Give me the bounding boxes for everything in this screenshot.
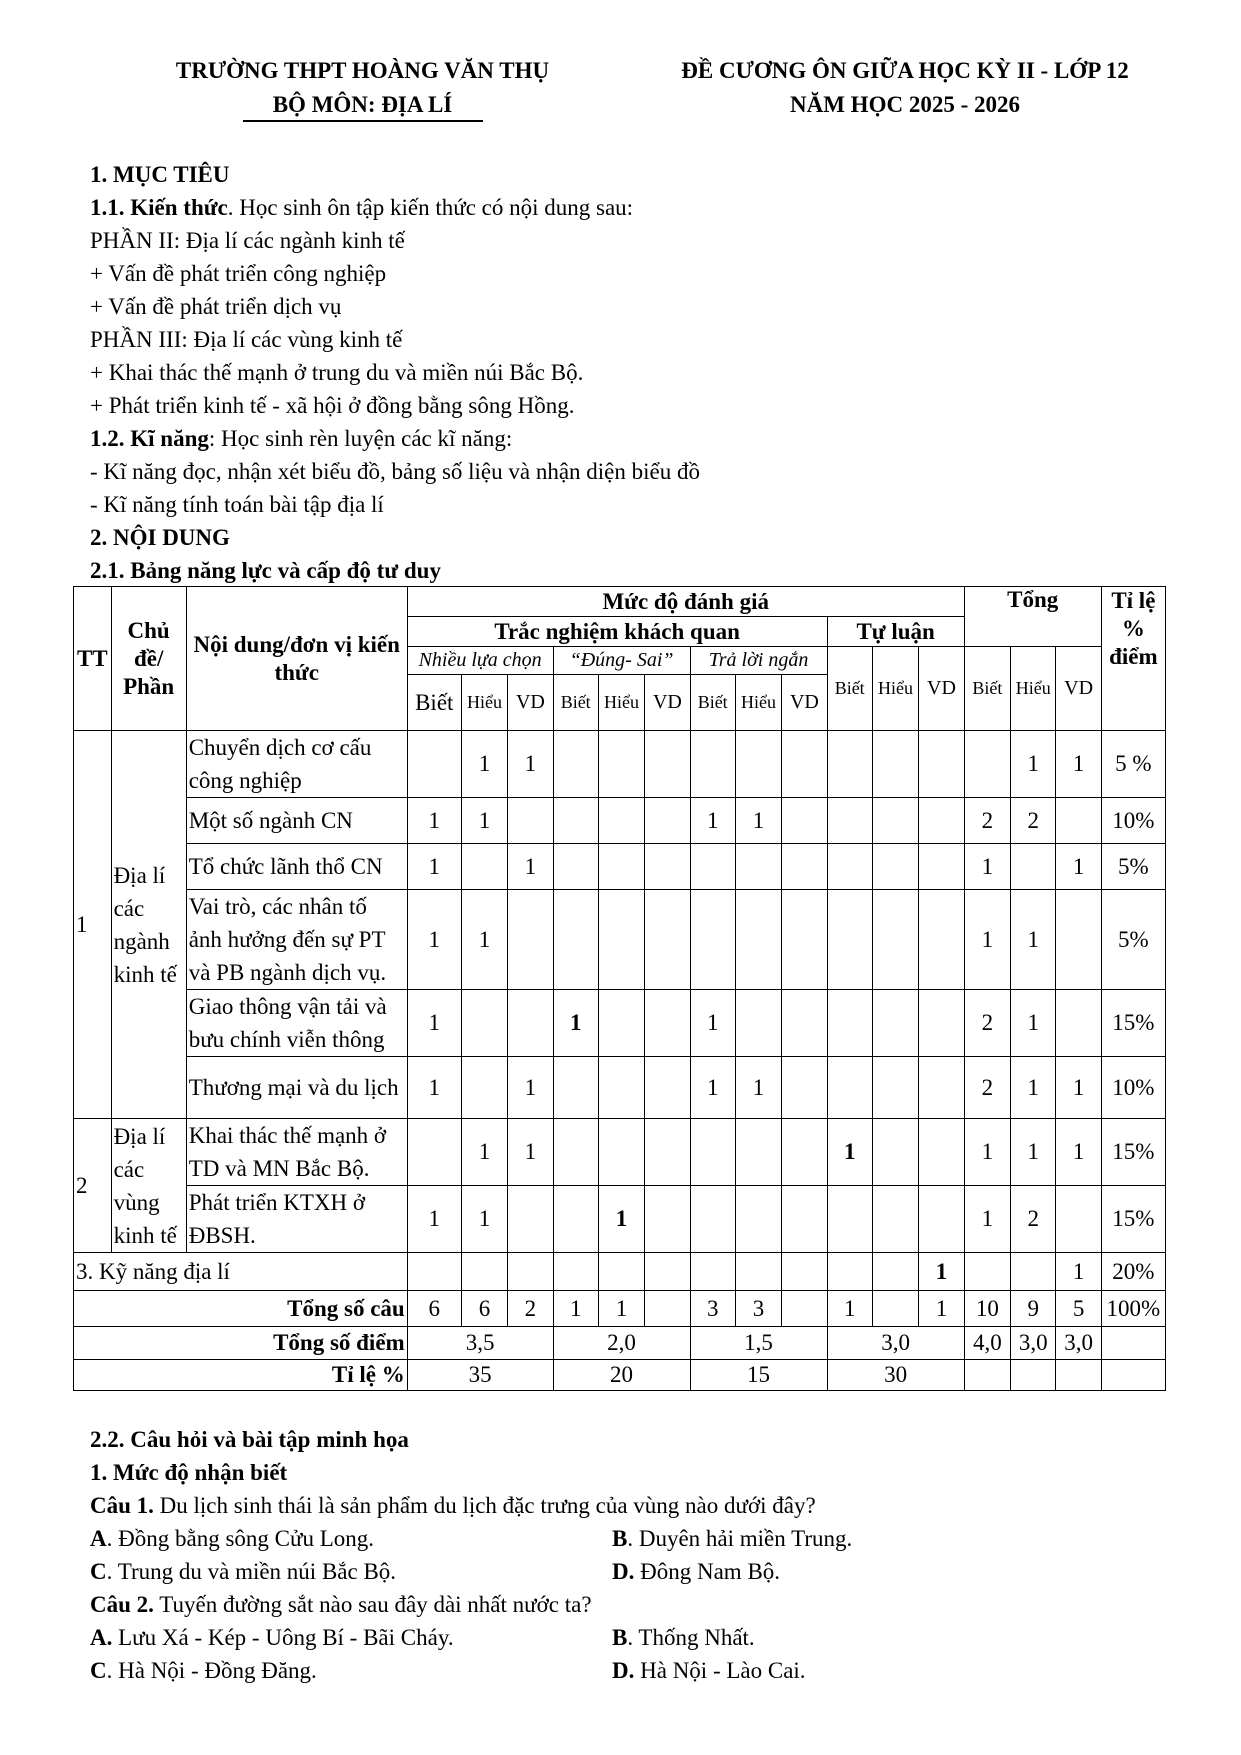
ratio-cell — [1101, 1360, 1165, 1391]
count-cell — [645, 1253, 690, 1291]
count-cell: 1 — [407, 1186, 461, 1253]
skill-item: - Kĩ năng tính toán bài tập địa lí — [90, 492, 384, 517]
col-header-content: Nội dung/đơn vị kiến thức — [186, 587, 407, 731]
count-cell: 1 — [407, 1057, 461, 1119]
col-header-essay: Tự luận — [827, 617, 964, 647]
count-cell: 2 — [964, 798, 1010, 844]
count-cell — [598, 731, 644, 798]
answer-text: . Hà Nội - Đồng Đăng. — [106, 1658, 317, 1683]
answer-text: Hà Nội - Lào Cai. — [634, 1658, 806, 1683]
lv-apply: VD — [645, 675, 690, 731]
content-line: + Vấn đề phát triển công nghiệp — [90, 261, 387, 286]
lv-understand: Hiểu — [735, 675, 781, 731]
count-cell: 1 — [1011, 1119, 1056, 1186]
count-cell: 1 — [964, 1119, 1010, 1186]
count-cell — [645, 844, 690, 890]
table-title: 2.1. Bảng năng lực và cấp độ tư duy — [90, 558, 441, 583]
count-cell — [919, 1057, 964, 1119]
count-cell: 1 — [964, 844, 1010, 890]
count-cell — [690, 1253, 735, 1291]
lv-apply: VD — [508, 675, 553, 731]
total-points-label: Tổng số điểm — [74, 1327, 408, 1360]
count-cell: 1 — [964, 1186, 1010, 1253]
count-cell — [872, 1253, 918, 1291]
count-cell: 1 — [598, 1291, 644, 1327]
count-cell — [872, 1057, 918, 1119]
count-cell — [827, 990, 872, 1057]
count-cell — [735, 890, 781, 990]
knowledge-label: 1.1. Kiến thức — [90, 195, 228, 220]
count-cell — [782, 798, 827, 844]
col-header-true-false: “Đúng- Sai” — [553, 647, 690, 675]
topic-name: Địa lí các ngành kinh tế — [111, 731, 186, 1119]
count-cell: 1 — [1056, 731, 1101, 798]
knowledge-text: . Học sinh ôn tập kiến thức có nội dung sau: — [227, 195, 634, 220]
lv-apply: VD — [1056, 647, 1101, 731]
count-cell — [645, 1119, 690, 1186]
count-cell — [919, 890, 964, 990]
content-line: PHẦN III: Địa lí các vùng kinh tế — [90, 327, 403, 352]
count-cell — [919, 798, 964, 844]
count-cell — [1056, 798, 1101, 844]
content-line: PHẦN II: Địa lí các ngành kinh tế — [90, 228, 405, 253]
count-cell — [598, 798, 644, 844]
count-cell — [508, 798, 553, 844]
content-cell: Giao thông vận tải và bưu chính viễn thông — [186, 990, 407, 1057]
skill-item: - Kĩ năng đọc, nhận xét biểu đồ, bảng số liệu và nhận diện biểu đồ — [90, 459, 700, 484]
count-cell: 2 — [964, 990, 1010, 1057]
percent-tf: 20 — [553, 1360, 690, 1391]
count-cell — [919, 1186, 964, 1253]
skills-row-label: 3. Kỹ năng địa lí — [74, 1253, 408, 1291]
ratio-cell: 5 % — [1101, 731, 1165, 798]
count-cell: 2 — [1011, 798, 1056, 844]
count-cell — [919, 844, 964, 890]
count-cell: 1 — [919, 1291, 964, 1327]
content-line: + Phát triển kinh tế - xã hội ở đồng bằng sông Hồng. — [90, 393, 575, 418]
answer-text: Lưu Xá - Kép - Uông Bí - Bãi Cháy. — [112, 1625, 454, 1650]
level-heading: 1. Mức độ nhận biết — [90, 1460, 288, 1485]
section2-heading: 2. NỘI DUNG — [90, 525, 230, 550]
col-header-total: Tổng — [964, 587, 1101, 647]
answer-text: . Duyên hải miền Trung. — [627, 1526, 853, 1551]
count-cell — [782, 890, 827, 990]
count-cell: 1 — [598, 1186, 644, 1253]
percent-total-understand — [1011, 1360, 1056, 1391]
answer-b — [612, 1522, 852, 1555]
count-cell — [782, 844, 827, 890]
department-underline — [243, 120, 483, 122]
count-cell: 1 — [461, 1186, 507, 1253]
count-cell — [508, 1186, 553, 1253]
points-total-understand: 3,0 — [1011, 1327, 1056, 1360]
content-cell: Chuyển dịch cơ cấu công nghiệp — [186, 731, 407, 798]
count-cell — [782, 1186, 827, 1253]
count-cell — [735, 1186, 781, 1253]
count-cell — [508, 990, 553, 1057]
count-cell — [872, 1186, 918, 1253]
col-header-topic: Chủ đề/ Phần — [111, 587, 186, 731]
count-cell — [461, 1057, 507, 1119]
table-row — [74, 890, 1166, 990]
count-cell — [1056, 990, 1101, 1057]
ratio-cell: 15% — [1101, 1186, 1165, 1253]
school-name: TRƯỜNG THPT HOÀNG VĂN THỤ — [175, 58, 550, 83]
count-cell — [598, 1253, 644, 1291]
count-cell — [645, 731, 690, 798]
count-cell — [827, 1253, 872, 1291]
knowledge-line — [90, 191, 1180, 224]
count-cell: 1 — [508, 1057, 553, 1119]
content-cell: Phát triển KTXH ở ĐBSH. — [186, 1186, 407, 1253]
count-cell: 1 — [690, 990, 735, 1057]
count-cell — [872, 1291, 918, 1327]
table-row — [74, 731, 1166, 798]
count-cell — [407, 731, 461, 798]
count-cell — [1056, 1186, 1101, 1253]
count-cell — [872, 731, 918, 798]
answer-a — [90, 1621, 454, 1654]
answer-c — [90, 1654, 317, 1687]
count-cell — [690, 1186, 735, 1253]
objectives-section — [90, 158, 1180, 587]
table-row-total-questions — [74, 1291, 1166, 1327]
count-cell — [782, 731, 827, 798]
section1-heading: 1. MỤC TIÊU — [90, 162, 230, 187]
count-cell — [782, 1291, 827, 1327]
table-row-percent — [74, 1360, 1166, 1391]
count-cell — [872, 1119, 918, 1186]
answer-c — [90, 1555, 396, 1588]
count-cell — [645, 990, 690, 1057]
count-cell — [735, 1253, 781, 1291]
answer-label: B — [612, 1526, 628, 1551]
answer-label: A — [90, 1526, 107, 1551]
department-label: BỘ MÔN: ĐỊA LÍ — [272, 92, 453, 117]
table-row — [74, 844, 1166, 890]
count-cell: 1 — [553, 990, 598, 1057]
percent-short: 15 — [690, 1360, 827, 1391]
count-cell: 1 — [1011, 1057, 1056, 1119]
count-cell — [645, 798, 690, 844]
count-cell: 1 — [407, 844, 461, 890]
answer-row — [90, 1555, 1180, 1588]
col-header-ratio: Tỉ lệ % điểm — [1101, 587, 1165, 731]
count-cell — [553, 1119, 598, 1186]
count-cell — [827, 1057, 872, 1119]
count-cell — [872, 798, 918, 844]
count-cell: 2 — [964, 1057, 1010, 1119]
count-cell — [553, 1186, 598, 1253]
percent-mc: 35 — [407, 1360, 553, 1391]
count-cell — [735, 1119, 781, 1186]
points-total-know: 4,0 — [964, 1327, 1010, 1360]
content-cell: Tổ chức lãnh thổ CN — [186, 844, 407, 890]
count-cell: 6 — [461, 1291, 507, 1327]
count-cell: 1 — [735, 798, 781, 844]
ratio-cell — [1101, 1327, 1165, 1360]
count-cell — [553, 731, 598, 798]
count-cell: 1 — [1011, 731, 1056, 798]
answer-label: C — [90, 1658, 107, 1683]
lv-know: Biết — [690, 675, 735, 731]
count-cell — [461, 844, 507, 890]
lv-understand: Hiểu — [598, 675, 644, 731]
answer-row — [90, 1654, 1180, 1687]
count-cell: 1 — [461, 731, 507, 798]
lv-know: Biết — [553, 675, 598, 731]
count-cell — [1011, 844, 1056, 890]
col-header-multiple-choice: Nhiều lựa chọn — [407, 647, 553, 675]
count-cell: 1 — [1011, 990, 1056, 1057]
count-cell — [553, 1253, 598, 1291]
count-cell — [872, 844, 918, 890]
count-cell: 1 — [1056, 844, 1101, 890]
count-cell — [461, 990, 507, 1057]
count-cell: 9 — [1011, 1291, 1056, 1327]
count-cell — [598, 1119, 644, 1186]
count-cell — [827, 844, 872, 890]
answer-text: . Thống Nhất. — [627, 1625, 755, 1650]
points-essay: 3,0 — [827, 1327, 964, 1360]
document-header — [640, 58, 1170, 118]
count-cell: 1 — [508, 1119, 553, 1186]
count-cell — [407, 1253, 461, 1291]
count-cell — [598, 1057, 644, 1119]
ratio-cell: 15% — [1101, 1119, 1165, 1186]
count-cell: 1 — [407, 890, 461, 990]
count-cell — [782, 1119, 827, 1186]
count-cell: 1 — [508, 731, 553, 798]
count-cell: 10 — [964, 1291, 1010, 1327]
count-cell: 1 — [1056, 1119, 1101, 1186]
count-cell — [690, 731, 735, 798]
answer-d — [612, 1654, 806, 1687]
ratio-cell: 100% — [1101, 1291, 1165, 1327]
count-cell — [827, 798, 872, 844]
count-cell: 1 — [827, 1291, 872, 1327]
count-cell — [919, 1119, 964, 1186]
answer-d — [612, 1555, 780, 1588]
illustration-section — [90, 1423, 1180, 1687]
count-cell: 1 — [735, 1057, 781, 1119]
lv-understand: Hiểu — [461, 675, 507, 731]
points-short: 1,5 — [690, 1327, 827, 1360]
count-cell — [1011, 1253, 1056, 1291]
count-cell — [827, 890, 872, 990]
count-cell: 5 — [1056, 1291, 1101, 1327]
count-cell: 1 — [919, 1253, 964, 1291]
count-cell: 1 — [508, 844, 553, 890]
question-label: Câu 2. — [90, 1592, 154, 1617]
percent-label: Tỉ lệ % — [74, 1360, 408, 1391]
table-row — [74, 798, 1166, 844]
points-tf: 2,0 — [553, 1327, 690, 1360]
table-row — [74, 1119, 1166, 1186]
count-cell: 2 — [508, 1291, 553, 1327]
count-cell: 1 — [690, 1057, 735, 1119]
count-cell: 1 — [407, 798, 461, 844]
count-cell: 1 — [690, 798, 735, 844]
count-cell — [872, 990, 918, 1057]
answer-label: B — [612, 1625, 628, 1650]
answer-label: C — [90, 1559, 107, 1584]
lv-apply: VD — [919, 647, 964, 731]
count-cell: 1 — [1056, 1253, 1101, 1291]
count-cell — [598, 990, 644, 1057]
answer-row — [90, 1522, 1180, 1555]
count-cell: 1 — [407, 990, 461, 1057]
ratio-cell: 5% — [1101, 844, 1165, 890]
skills-line — [90, 422, 1180, 455]
count-cell — [553, 844, 598, 890]
school-header — [140, 58, 585, 122]
percent-total-apply — [1056, 1360, 1101, 1391]
table-row-skills — [74, 1253, 1166, 1291]
count-cell — [553, 890, 598, 990]
lv-understand: Hiểu — [1011, 647, 1056, 731]
points-mc: 3,5 — [407, 1327, 553, 1360]
count-cell — [598, 890, 644, 990]
count-cell — [461, 1253, 507, 1291]
percent-total-know — [964, 1360, 1010, 1391]
count-cell: 1 — [461, 798, 507, 844]
table-row — [74, 1057, 1166, 1119]
count-cell — [964, 1253, 1010, 1291]
count-cell: 1 — [461, 1119, 507, 1186]
count-cell — [598, 844, 644, 890]
document-title: ĐỀ CƯƠNG ÔN GIỮA HỌC KỲ II - LỚP 12 — [681, 58, 1129, 83]
content-cell: Thương mại và du lịch — [186, 1057, 407, 1119]
count-cell: 3 — [735, 1291, 781, 1327]
count-cell — [645, 1186, 690, 1253]
question-2 — [90, 1588, 1180, 1621]
lv-know: Biết — [407, 675, 461, 731]
count-cell — [782, 1057, 827, 1119]
percent-essay: 30 — [827, 1360, 964, 1391]
count-cell — [407, 1119, 461, 1186]
count-cell — [690, 1119, 735, 1186]
lv-apply: VD — [782, 675, 827, 731]
count-cell: 1 — [964, 890, 1010, 990]
topic-number: 1 — [74, 731, 112, 1119]
count-cell — [553, 1057, 598, 1119]
question-1 — [90, 1489, 1180, 1522]
count-cell — [735, 731, 781, 798]
count-cell: 1 — [1011, 890, 1056, 990]
count-cell — [919, 731, 964, 798]
count-cell — [827, 1186, 872, 1253]
count-cell — [782, 990, 827, 1057]
count-cell: 2 — [1011, 1186, 1056, 1253]
topic-name: Địa lí các vùng kinh tế — [111, 1119, 186, 1253]
count-cell — [645, 1057, 690, 1119]
question-text: Du lịch sinh thái là sản phẩm du lịch đặc trưng của vùng nào dưới đây? — [153, 1493, 816, 1518]
lv-understand: Hiểu — [872, 647, 918, 731]
topic-number: 2 — [74, 1119, 112, 1253]
points-total-apply: 3,0 — [1056, 1327, 1101, 1360]
count-cell — [964, 731, 1010, 798]
content-cell: Vai trò, các nhân tố ảnh hưởng đến sự PT và PB ngành dịch vụ. — [186, 890, 407, 990]
department-name — [140, 92, 585, 122]
count-cell: 3 — [690, 1291, 735, 1327]
school-year: NĂM HỌC 2025 - 2026 — [790, 92, 1020, 117]
count-cell — [1056, 890, 1101, 990]
content-cell: Khai thác thế mạnh ở TD và MN Bắc Bộ. — [186, 1119, 407, 1186]
answer-b — [612, 1621, 755, 1654]
question-text: Tuyến đường sắt nào sau đây dài nhất nước ta? — [153, 1592, 592, 1617]
skills-label: 1.2. Kĩ năng — [90, 426, 209, 451]
answer-text: Đông Nam Bộ. — [634, 1559, 781, 1584]
question-label: Câu 1. — [90, 1493, 154, 1518]
ratio-cell: 10% — [1101, 798, 1165, 844]
lv-know: Biết — [964, 647, 1010, 731]
answer-label: D. — [612, 1559, 635, 1584]
count-cell — [919, 990, 964, 1057]
answer-text: . Trung du và miền núi Bắc Bộ. — [106, 1559, 397, 1584]
ratio-cell: 10% — [1101, 1057, 1165, 1119]
answer-label: A. — [90, 1625, 113, 1650]
count-cell: 1 — [553, 1291, 598, 1327]
count-cell — [735, 990, 781, 1057]
answer-row — [90, 1621, 1180, 1654]
count-cell: 1 — [1056, 1057, 1101, 1119]
content-cell: Một số ngành CN — [186, 798, 407, 844]
lv-know: Biết — [827, 647, 872, 731]
skills-text: : Học sinh rèn luyện các kĩ năng: — [208, 426, 513, 451]
count-cell: 1 — [461, 890, 507, 990]
table-row-total-points — [74, 1327, 1166, 1360]
answer-a — [90, 1522, 374, 1555]
count-cell — [645, 1291, 690, 1327]
count-cell — [553, 798, 598, 844]
assessment-matrix-table — [73, 586, 1166, 1391]
ratio-cell: 5% — [1101, 890, 1165, 990]
col-header-level: Mức độ đánh giá — [407, 587, 964, 617]
table-row — [74, 990, 1166, 1057]
count-cell: 1 — [827, 1119, 872, 1186]
content-line: + Khai thác thế mạnh ở trung du và miền núi Bắc Bộ. — [90, 360, 584, 385]
count-cell — [645, 890, 690, 990]
col-header-short-answer: Trả lời ngắn — [690, 647, 827, 675]
total-questions-label: Tổng số câu — [74, 1291, 408, 1327]
count-cell — [872, 890, 918, 990]
ratio-cell: 15% — [1101, 990, 1165, 1057]
section22-heading: 2.2. Câu hỏi và bài tập minh họa — [90, 1427, 409, 1452]
answer-label: D. — [612, 1658, 635, 1683]
count-cell — [690, 844, 735, 890]
count-cell — [735, 844, 781, 890]
answer-text: . Đồng bằng sông Cửu Long. — [106, 1526, 374, 1551]
content-line: + Vấn đề phát triển dịch vụ — [90, 294, 342, 319]
count-cell — [508, 890, 553, 990]
count-cell — [827, 731, 872, 798]
count-cell: 6 — [407, 1291, 461, 1327]
col-header-objective: Trắc nghiệm khách quan — [407, 617, 827, 647]
count-cell — [508, 1253, 553, 1291]
count-cell — [782, 1253, 827, 1291]
ratio-cell: 20% — [1101, 1253, 1165, 1291]
count-cell — [690, 890, 735, 990]
table-row — [74, 1186, 1166, 1253]
col-header-tt: TT — [74, 587, 112, 731]
